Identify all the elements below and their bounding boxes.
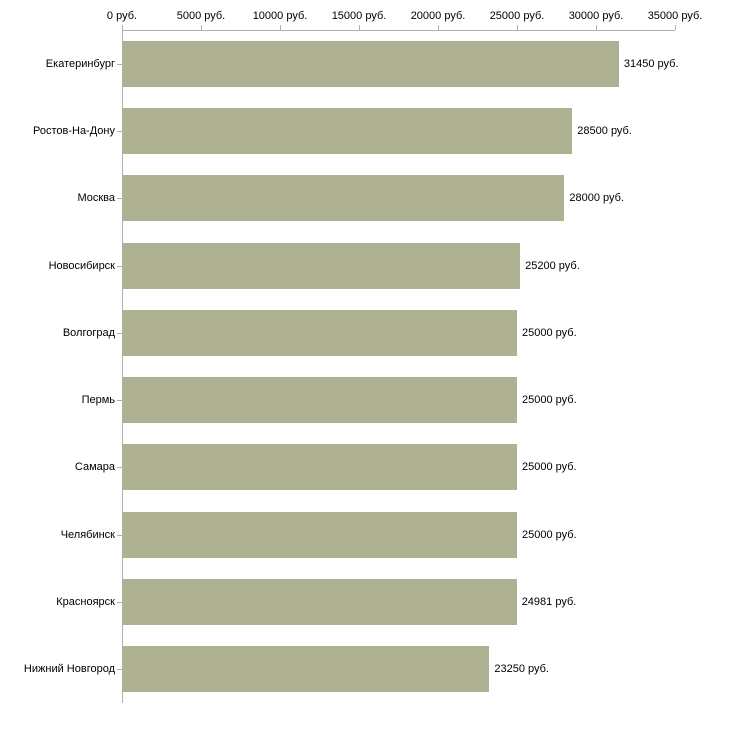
chart-row (32, 108, 675, 154)
bar[interactable] (122, 579, 577, 625)
bar[interactable] (122, 243, 580, 289)
category-label: Челябинск (60, 528, 115, 541)
chart-row (62, 310, 675, 356)
bar-value-label: 23250 руб. (494, 663, 549, 676)
category-label: Екатеринбург (45, 57, 115, 70)
x-tick-label: 15000 руб. (331, 10, 387, 22)
bar-value-label: 31450 руб. (623, 57, 679, 70)
chart-row (81, 377, 675, 423)
category-label: Ростов-На-Дону (32, 124, 115, 137)
x-tick-label: 10000 руб. (252, 10, 308, 22)
x-tick-label: 30000 руб. (568, 10, 624, 22)
chart-row (60, 512, 675, 558)
bar[interactable] (122, 377, 577, 423)
chart-row (48, 243, 675, 289)
bar-value-label: 25000 руб. (522, 394, 577, 407)
bar[interactable] (122, 444, 577, 490)
bar-value-label: 28500 руб. (577, 124, 632, 137)
category-label: Москва (77, 192, 115, 205)
bar-value-label: 25200 руб. (525, 259, 580, 272)
x-tick-mark (675, 25, 676, 30)
chart-row (74, 444, 675, 490)
bar[interactable] (122, 310, 577, 356)
category-label: Самара (74, 461, 115, 474)
category-label: Волгоград (62, 326, 115, 339)
bar-value-label: 24981 руб. (521, 596, 577, 609)
chart-row (45, 41, 679, 87)
category-label: Красноярск (56, 596, 115, 609)
chart-row (23, 646, 675, 692)
category-label: Пермь (81, 394, 115, 407)
chart-row (77, 175, 675, 221)
bar-value-label: 25000 руб. (522, 461, 577, 474)
x-tick-label: 35000 руб. (647, 10, 703, 22)
category-label: Нижний Новгород (23, 663, 115, 676)
x-tick-label: 25000 руб. (489, 10, 545, 22)
bar-value-label: 25000 руб. (522, 528, 577, 541)
bar[interactable] (122, 108, 632, 154)
x-tick-label: 5000 руб. (176, 10, 226, 22)
plot-area (23, 30, 679, 703)
bar-value-label: 28000 руб. (569, 192, 625, 205)
bar[interactable] (122, 512, 577, 558)
x-tick-label: 20000 руб. (410, 10, 466, 22)
category-label: Новосибирск (48, 259, 115, 272)
x-tick-label: 0 руб. (106, 10, 138, 22)
bar[interactable] (122, 175, 625, 221)
bar[interactable] (122, 646, 549, 692)
bar-value-label: 25000 руб. (522, 326, 577, 339)
bar[interactable] (122, 41, 679, 87)
chart-row (56, 579, 675, 625)
